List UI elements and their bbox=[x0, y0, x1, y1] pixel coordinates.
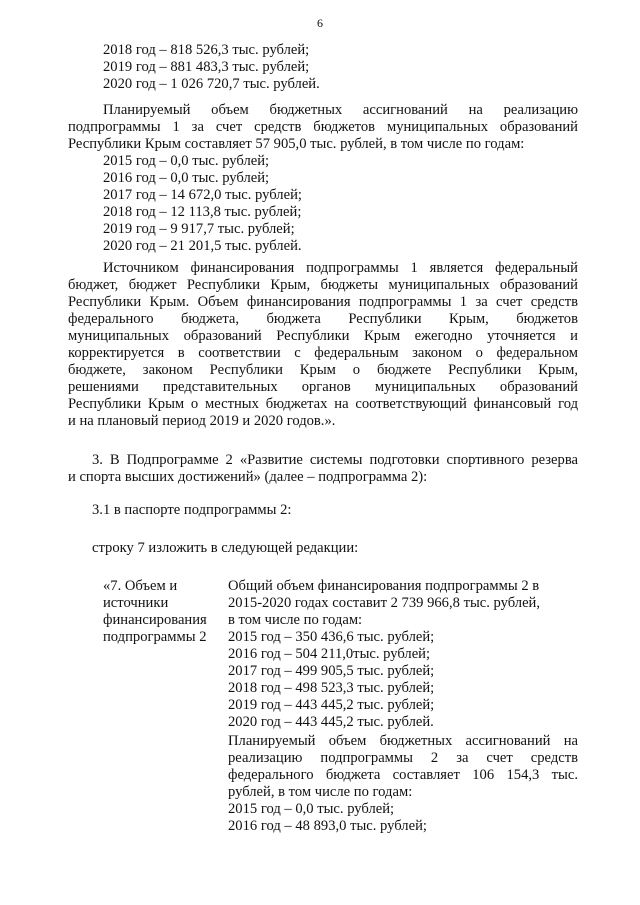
year-line: 2017 год – 499 905,5 тыс. рублей; bbox=[228, 663, 435, 679]
year-line: 2015 год – 0,0 тыс. рублей; bbox=[103, 153, 270, 169]
row-value-line: в том числе по годам: bbox=[228, 612, 363, 628]
year-line: 2020 год – 21 201,5 тыс. рублей. bbox=[103, 238, 302, 254]
paragraph-line: Республики Крым. Объем финансирования подпрограммы 1 за счет средств bbox=[68, 294, 578, 310]
year-line: 2019 год – 881 483,3 тыс. рублей; bbox=[103, 59, 310, 75]
paragraph-line: корректируется в соответствии с федеральным законом о федеральном bbox=[68, 345, 578, 361]
paragraph-line: подпрограммы 1 за счет средств бюджетов муниципальных образований bbox=[68, 119, 578, 135]
row-value-line: Планируемый объем бюджетных ассигнований на bbox=[228, 733, 578, 749]
year-line: 2019 год – 443 445,2 тыс. рублей; bbox=[228, 697, 435, 713]
page-number: 6 bbox=[317, 16, 323, 30]
row-value-line: федерального бюджета составляет 106 154,3 тыс. bbox=[228, 767, 578, 783]
row-label-line: источники bbox=[103, 595, 169, 611]
year-line: 2018 год – 498 523,3 тыс. рублей; bbox=[228, 680, 435, 696]
paragraph-line: муниципальных образований Республики Крым ежегодно уточняется и bbox=[68, 328, 578, 344]
subitem-line: 3.1 в паспорте подпрограммы 2: bbox=[92, 502, 292, 518]
year-line: 2016 год – 48 893,0 тыс. рублей; bbox=[228, 818, 427, 834]
row-value-line: Общий объем финансирования подпрограммы 2 в bbox=[228, 578, 540, 594]
paragraph-line: и спорта высших достижений» (далее – подпрограмма 2): bbox=[68, 469, 428, 485]
year-line: 2015 год – 350 436,6 тыс. рублей; bbox=[228, 629, 435, 645]
paragraph-line: Республики Крым о местных бюджетах на соответствующий финансовый год bbox=[68, 396, 578, 412]
paragraph-line: решениями представительных органов муниципальных образований bbox=[68, 379, 578, 395]
subitem-line: строку 7 изложить в следующей редакции: bbox=[92, 540, 359, 556]
row-value-line: рублей, в том числе по годам: bbox=[228, 784, 413, 800]
row-label-line: «7. Объем и bbox=[103, 578, 178, 594]
year-line: 2016 год – 504 211,0тыс. рублей; bbox=[228, 646, 431, 662]
paragraph-line: Источником финансирования подпрограммы 1 является федеральный bbox=[103, 260, 578, 276]
year-line: 2020 год – 443 445,2 тыс. рублей. bbox=[228, 714, 434, 730]
year-line: 2019 год – 9 917,7 тыс. рублей; bbox=[103, 221, 295, 237]
year-line: 2020 год – 1 026 720,7 тыс. рублей. bbox=[103, 76, 320, 92]
paragraph-line: 3. В Подпрограмме 2 «Развитие системы подготовки спортивного резерва bbox=[92, 452, 578, 468]
year-line: 2018 год – 818 526,3 тыс. рублей; bbox=[103, 42, 310, 58]
row-value-line: 2015-2020 годах составит 2 739 966,8 тыс. рублей, bbox=[228, 595, 541, 611]
paragraph-line: бюджет, бюджет Республики Крым, бюджеты муниципальных образований bbox=[68, 277, 578, 293]
paragraph-line: бюджете, законом Республики Крым о бюджете Республики Крым, bbox=[68, 362, 578, 378]
year-line: 2015 год – 0,0 тыс. рублей; bbox=[228, 801, 395, 817]
paragraph-line: Республики Крым составляет 57 905,0 тыс. рублей, в том числе по годам: bbox=[68, 136, 525, 152]
year-line: 2018 год – 12 113,8 тыс. рублей; bbox=[103, 204, 302, 220]
paragraph-line: Планируемый объем бюджетных ассигнований на реализацию bbox=[103, 102, 578, 118]
paragraph-line: федерального бюджета, бюджета Республики Крым, бюджетов bbox=[68, 311, 578, 327]
row-label-line: подпрограммы 2 bbox=[103, 629, 207, 645]
row-value-line: реализацию подпрограммы 2 за счет средств bbox=[228, 750, 578, 766]
year-line: 2016 год – 0,0 тыс. рублей; bbox=[103, 170, 270, 186]
paragraph-line: и на плановый период 2019 и 2020 годов.». bbox=[68, 413, 336, 429]
row-label-line: финансирования bbox=[103, 612, 207, 628]
year-line: 2017 год – 14 672,0 тыс. рублей; bbox=[103, 187, 302, 203]
